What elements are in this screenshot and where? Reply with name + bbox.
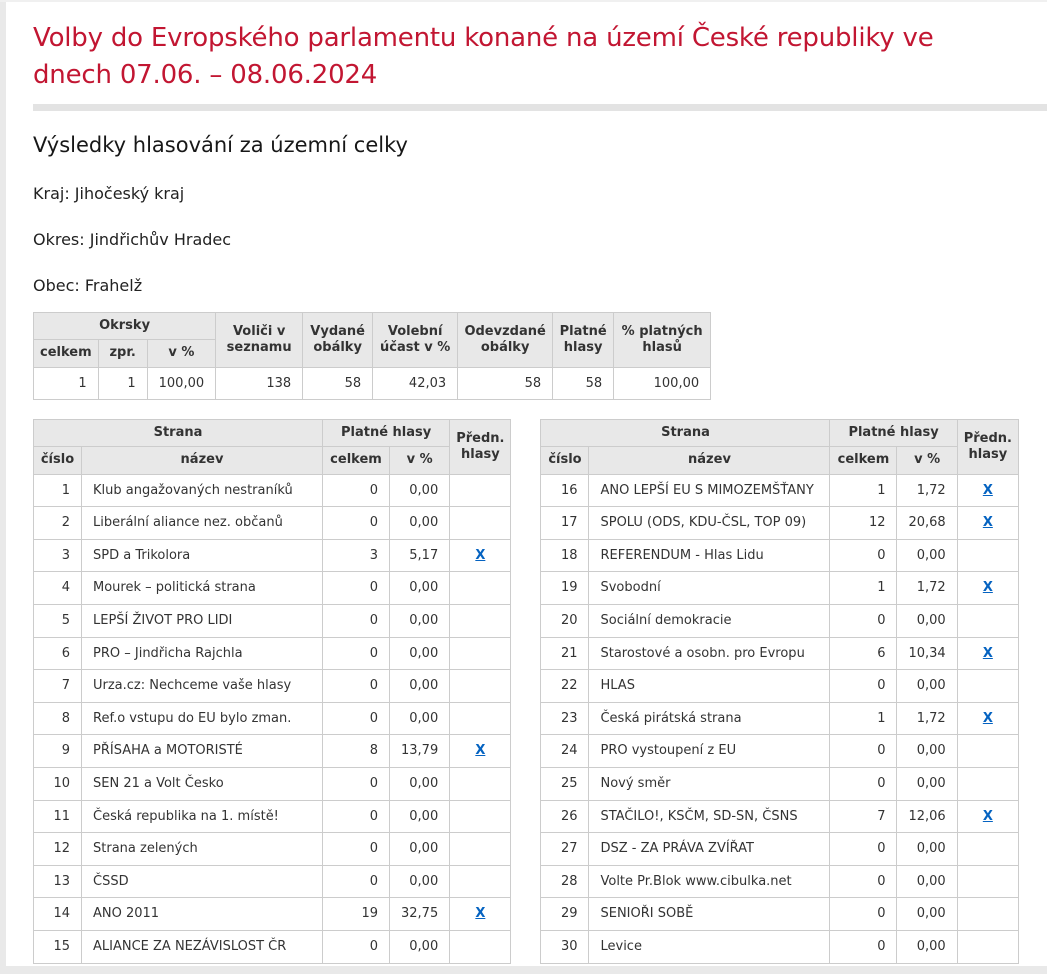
party-results-area — [33, 419, 1047, 963]
party-name-cell: HLAS — [589, 670, 830, 703]
party-pref-votes-cell — [450, 637, 511, 670]
party-row — [541, 474, 1018, 507]
party-votes-total-cell: 0 — [830, 539, 897, 572]
party-results-table-right — [540, 419, 1018, 963]
okrsky-zpr-value: 1 — [98, 367, 147, 400]
party-name-cell: Strana zelených — [82, 833, 323, 866]
party-row — [541, 800, 1018, 833]
party-name-cell: Svobodní — [589, 572, 830, 605]
party-votes-pct-cell: 0,00 — [390, 702, 450, 735]
section-title: Výsledky hlasování za územní celky — [33, 133, 408, 157]
party-row — [34, 637, 511, 670]
party-number-cell: 19 — [541, 572, 589, 605]
party-row — [34, 930, 511, 963]
party-name-cell: Starostové a osobn. pro Evropu — [589, 637, 830, 670]
party-row — [34, 767, 511, 800]
party-name-cell: ČSSD — [82, 865, 323, 898]
party-header-row-1 — [541, 420, 1018, 447]
party-votes-pct-cell: 10,34 — [897, 637, 957, 670]
party-row — [34, 507, 511, 540]
party-votes-pct-cell: 0,00 — [390, 930, 450, 963]
party-row — [541, 670, 1018, 703]
party-number-cell: 8 — [34, 702, 82, 735]
party-number-cell: 20 — [541, 604, 589, 637]
page-bottom-margin-strip — [0, 966, 1047, 974]
party-header-row-1 — [34, 420, 511, 447]
party-votes-total-cell: 1 — [830, 702, 897, 735]
party-pref-votes-cell — [957, 604, 1018, 637]
party-row — [541, 833, 1018, 866]
party-pref-votes-cell — [450, 539, 511, 572]
party-number-cell: 28 — [541, 865, 589, 898]
pref-votes-link[interactable]: X — [475, 906, 486, 922]
party-number-cell: 29 — [541, 898, 589, 931]
party-pref-votes-cell — [957, 930, 1018, 963]
party-number-cell: 15 — [34, 930, 82, 963]
party-number-cell: 11 — [34, 800, 82, 833]
party-pref-votes-cell — [957, 670, 1018, 703]
party-votes-total-cell: 0 — [830, 670, 897, 703]
party-votes-total-cell: 0 — [830, 604, 897, 637]
party-row — [34, 865, 511, 898]
odevzdane-obalky-value: 58 — [458, 367, 553, 400]
party-votes-total-cell: 1 — [830, 572, 897, 605]
party-votes-pct-cell: 0,00 — [390, 767, 450, 800]
party-pref-votes-cell — [450, 767, 511, 800]
party-votes-total-cell: 0 — [323, 702, 390, 735]
party-row — [34, 702, 511, 735]
party-name-cell: ALIANCE ZA NEZÁVISLOST ČR — [82, 930, 323, 963]
header-okrsky-zpr: zpr. — [98, 340, 147, 367]
header-pct-platnych-hlasu: % platných hlasů — [614, 313, 711, 368]
party-votes-pct-cell: 32,75 — [390, 898, 450, 931]
party-row — [541, 539, 1018, 572]
party-votes-pct-cell: 1,72 — [897, 702, 957, 735]
party-pref-votes-cell — [450, 865, 511, 898]
party-number-cell: 26 — [541, 800, 589, 833]
header-predn-hlasy: Předn. hlasy — [957, 420, 1018, 475]
party-name-cell: Urza.cz: Nechceme vaše hlasy — [82, 670, 323, 703]
party-votes-pct-cell: 0,00 — [390, 604, 450, 637]
party-name-cell: DSZ - ZA PRÁVA ZVÍŘAT — [589, 833, 830, 866]
header-celkem: celkem — [830, 447, 897, 474]
party-number-cell: 17 — [541, 507, 589, 540]
party-name-cell: Česká republika na 1. místě! — [82, 800, 323, 833]
party-number-cell: 25 — [541, 767, 589, 800]
header-volebni-ucast: Volební účast v % — [373, 313, 458, 368]
party-votes-pct-cell: 0,00 — [897, 865, 957, 898]
party-votes-pct-cell: 0,00 — [390, 474, 450, 507]
party-votes-pct-cell: 0,00 — [390, 865, 450, 898]
party-number-cell: 5 — [34, 604, 82, 637]
party-pref-votes-cell — [450, 735, 511, 768]
party-votes-pct-cell: 0,00 — [390, 637, 450, 670]
party-row — [541, 898, 1018, 931]
party-pref-votes-cell — [450, 474, 511, 507]
page-left-margin-strip — [0, 2, 6, 974]
party-name-cell: SENIOŘI SOBĚ — [589, 898, 830, 931]
party-results-table-left — [33, 419, 511, 963]
header-celkem: celkem — [323, 447, 390, 474]
party-votes-pct-cell: 0,00 — [897, 767, 957, 800]
party-votes-pct-cell: 0,00 — [390, 572, 450, 605]
party-name-cell: Nový směr — [589, 767, 830, 800]
party-number-cell: 21 — [541, 637, 589, 670]
summary-values-row — [34, 367, 711, 400]
party-votes-total-cell: 0 — [323, 930, 390, 963]
party-number-cell: 6 — [34, 637, 82, 670]
party-votes-total-cell: 3 — [323, 539, 390, 572]
party-pref-votes-cell — [957, 637, 1018, 670]
party-name-cell: Levice — [589, 930, 830, 963]
pref-votes-link[interactable]: X — [982, 482, 993, 498]
party-name-cell: ANO 2011 — [82, 898, 323, 931]
header-nazev: název — [82, 447, 323, 474]
party-number-cell: 3 — [34, 539, 82, 572]
party-row — [541, 930, 1018, 963]
party-pref-votes-cell — [450, 898, 511, 931]
party-name-cell: SEN 21 a Volt Česko — [82, 767, 323, 800]
party-votes-total-cell: 0 — [830, 865, 897, 898]
party-row — [541, 767, 1018, 800]
party-row — [34, 539, 511, 572]
party-name-cell: REFERENDUM - Hlas Lidu — [589, 539, 830, 572]
party-pref-votes-cell — [957, 572, 1018, 605]
party-votes-pct-cell: 0,00 — [390, 833, 450, 866]
party-votes-pct-cell: 0,00 — [897, 930, 957, 963]
pct-platnych-hlasu-value: 100,00 — [614, 367, 711, 400]
party-row — [541, 702, 1018, 735]
header-cislo: číslo — [541, 447, 589, 474]
party-votes-pct-cell: 0,00 — [897, 539, 957, 572]
party-pref-votes-cell — [450, 670, 511, 703]
party-votes-pct-cell: 0,00 — [390, 800, 450, 833]
party-votes-pct-cell: 0,00 — [390, 507, 450, 540]
party-header-row-2 — [541, 447, 1018, 474]
party-row — [34, 604, 511, 637]
party-votes-total-cell: 0 — [323, 865, 390, 898]
party-name-cell: SPD a Trikolora — [82, 539, 323, 572]
volici-v-seznamu-value: 138 — [216, 367, 303, 400]
party-name-cell: STAČILO!, KSČM, SD-SN, ČSNS — [589, 800, 830, 833]
party-number-cell: 16 — [541, 474, 589, 507]
header-platne-hlasy: Platné hlasy — [323, 420, 450, 447]
municipality-line: Obec: Frahelž — [33, 276, 143, 295]
party-votes-total-cell: 19 — [323, 898, 390, 931]
party-row — [34, 670, 511, 703]
party-number-cell: 14 — [34, 898, 82, 931]
party-votes-pct-cell: 1,72 — [897, 572, 957, 605]
party-votes-total-cell: 0 — [323, 800, 390, 833]
party-pref-votes-cell — [957, 767, 1018, 800]
party-number-cell: 23 — [541, 702, 589, 735]
party-row — [541, 604, 1018, 637]
party-name-cell: SPOLU (ODS, KDU-ČSL, TOP 09) — [589, 507, 830, 540]
party-pref-votes-cell — [450, 800, 511, 833]
volebni-ucast-value: 42,03 — [373, 367, 458, 400]
pref-votes-link[interactable]: X — [982, 645, 993, 661]
party-number-cell: 18 — [541, 539, 589, 572]
header-okrsky-celkem: celkem — [34, 340, 99, 367]
party-votes-pct-cell: 1,72 — [897, 474, 957, 507]
page-content — [33, 2, 1047, 964]
party-votes-pct-cell: 20,68 — [897, 507, 957, 540]
party-pref-votes-cell — [450, 702, 511, 735]
party-number-cell: 12 — [34, 833, 82, 866]
party-votes-pct-cell: 0,00 — [390, 670, 450, 703]
party-votes-total-cell: 0 — [323, 670, 390, 703]
header-strana: Strana — [541, 420, 830, 447]
header-cislo: číslo — [34, 447, 82, 474]
party-name-cell: Liberální aliance nez. občanů — [82, 507, 323, 540]
party-pref-votes-cell — [957, 800, 1018, 833]
party-pref-votes-cell — [450, 507, 511, 540]
party-name-cell: ANO LEPŠÍ EU S MIMOZEMŠŤANY — [589, 474, 830, 507]
party-pref-votes-cell — [957, 833, 1018, 866]
party-number-cell: 2 — [34, 507, 82, 540]
header-volici-v-seznamu: Voliči v seznamu — [216, 313, 303, 368]
party-row — [34, 474, 511, 507]
party-row — [34, 800, 511, 833]
party-name-cell: Ref.o vstupu do EU bylo zman. — [82, 702, 323, 735]
party-votes-pct-cell: 0,00 — [897, 670, 957, 703]
party-votes-total-cell: 0 — [830, 833, 897, 866]
party-votes-total-cell: 1 — [830, 474, 897, 507]
okrsky-vpct-value: 100,00 — [147, 367, 216, 400]
party-votes-pct-cell: 0,00 — [897, 604, 957, 637]
party-votes-total-cell: 0 — [323, 572, 390, 605]
party-row — [34, 735, 511, 768]
pref-votes-link[interactable]: X — [475, 743, 486, 759]
party-name-cell: Mourek – politická strana — [82, 572, 323, 605]
party-row — [34, 833, 511, 866]
party-name-cell: PŘÍSAHA a MOTORISTÉ — [82, 735, 323, 768]
title-divider — [33, 104, 1047, 111]
pref-votes-link[interactable]: X — [982, 808, 993, 824]
header-vydane-obalky: Vydané obálky — [303, 313, 373, 368]
district-line: Okres: Jindřichův Hradec — [33, 230, 232, 249]
pref-votes-link[interactable]: X — [475, 547, 486, 563]
platne-hlasy-value: 58 — [553, 367, 614, 400]
vydane-obalky-value: 58 — [303, 367, 373, 400]
party-votes-total-cell: 0 — [323, 637, 390, 670]
header-predn-hlasy: Předn. hlasy — [450, 420, 511, 475]
party-name-cell: Volte Pr.Blok www.cibulka.net — [589, 865, 830, 898]
party-pref-votes-cell — [957, 507, 1018, 540]
party-number-cell: 10 — [34, 767, 82, 800]
party-votes-total-cell: 7 — [830, 800, 897, 833]
party-votes-total-cell: 0 — [830, 898, 897, 931]
party-number-cell: 24 — [541, 735, 589, 768]
party-number-cell: 4 — [34, 572, 82, 605]
party-row — [541, 507, 1018, 540]
party-number-cell: 1 — [34, 474, 82, 507]
turnout-summary-table — [33, 312, 711, 400]
okrsky-celkem-value: 1 — [34, 367, 99, 400]
party-votes-total-cell: 0 — [830, 767, 897, 800]
party-pref-votes-cell — [450, 572, 511, 605]
party-name-cell: Klub angažovaných nestraníků — [82, 474, 323, 507]
party-votes-pct-cell: 13,79 — [390, 735, 450, 768]
party-number-cell: 7 — [34, 670, 82, 703]
party-votes-pct-cell: 0,00 — [897, 898, 957, 931]
pref-votes-link[interactable]: X — [982, 710, 993, 726]
party-name-cell: LEPŠÍ ŽIVOT PRO LIDI — [82, 604, 323, 637]
party-number-cell: 9 — [34, 735, 82, 768]
party-number-cell: 13 — [34, 865, 82, 898]
pref-votes-link[interactable]: X — [982, 515, 993, 531]
party-pref-votes-cell — [450, 604, 511, 637]
party-pref-votes-cell — [957, 702, 1018, 735]
party-row — [541, 637, 1018, 670]
party-number-cell: 30 — [541, 930, 589, 963]
party-votes-total-cell: 8 — [323, 735, 390, 768]
party-votes-total-cell: 12 — [830, 507, 897, 540]
party-number-cell: 27 — [541, 833, 589, 866]
party-pref-votes-cell — [450, 833, 511, 866]
header-okrsky: Okrsky — [34, 313, 216, 340]
party-row — [34, 898, 511, 931]
party-votes-total-cell: 6 — [830, 637, 897, 670]
party-row — [541, 735, 1018, 768]
header-platne-hlasy: Platné hlasy — [830, 420, 957, 447]
party-votes-total-cell: 0 — [830, 735, 897, 768]
party-pref-votes-cell — [957, 735, 1018, 768]
party-name-cell: PRO vystoupení z EU — [589, 735, 830, 768]
header-strana: Strana — [34, 420, 323, 447]
page-title: Volby do Evropského parlamentu konané na území České republiky ve dnech 07.06. – 08.06.2024 — [33, 23, 934, 90]
party-row — [541, 865, 1018, 898]
party-pref-votes-cell — [957, 474, 1018, 507]
party-votes-pct-cell: 0,00 — [897, 833, 957, 866]
party-pref-votes-cell — [957, 898, 1018, 931]
party-header-row-2 — [34, 447, 511, 474]
summary-header-row-1 — [34, 313, 711, 340]
party-name-cell: Česká pirátská strana — [589, 702, 830, 735]
party-number-cell: 22 — [541, 670, 589, 703]
party-votes-pct-cell: 12,06 — [897, 800, 957, 833]
header-v-pct: v % — [390, 447, 450, 474]
party-row — [34, 572, 511, 605]
party-votes-total-cell: 0 — [323, 474, 390, 507]
region-line: Kraj: Jihočeský kraj — [33, 184, 185, 203]
header-v-pct: v % — [897, 447, 957, 474]
party-votes-total-cell: 0 — [323, 604, 390, 637]
party-votes-total-cell: 0 — [323, 833, 390, 866]
party-votes-total-cell: 0 — [830, 930, 897, 963]
party-pref-votes-cell — [957, 539, 1018, 572]
party-row — [541, 572, 1018, 605]
party-name-cell: Sociální demokracie — [589, 604, 830, 637]
party-votes-pct-cell: 5,17 — [390, 539, 450, 572]
party-votes-pct-cell: 0,00 — [897, 735, 957, 768]
party-name-cell: PRO – Jindřicha Rajchla — [82, 637, 323, 670]
party-pref-votes-cell — [957, 865, 1018, 898]
header-odevzdane-obalky: Odevzdané obálky — [458, 313, 553, 368]
party-votes-total-cell: 0 — [323, 767, 390, 800]
party-pref-votes-cell — [450, 930, 511, 963]
pref-votes-link[interactable]: X — [982, 580, 993, 596]
header-okrsky-vpct: v % — [147, 340, 216, 367]
header-platne-hlasy: Platné hlasy — [553, 313, 614, 368]
party-votes-total-cell: 0 — [323, 507, 390, 540]
header-nazev: název — [589, 447, 830, 474]
